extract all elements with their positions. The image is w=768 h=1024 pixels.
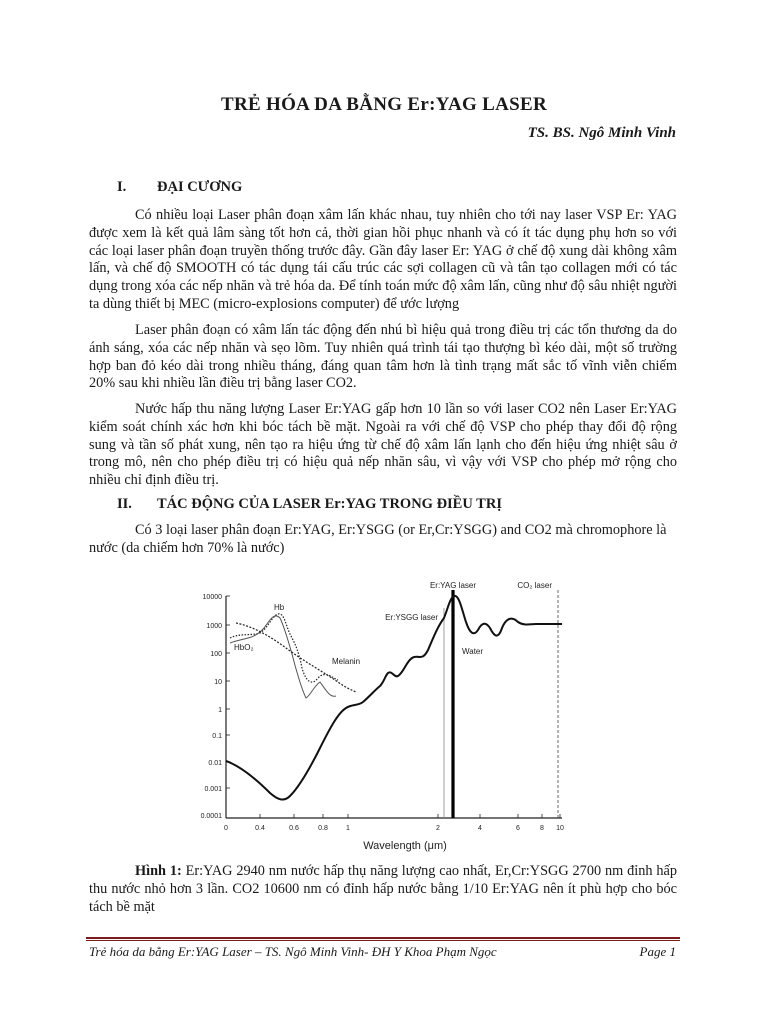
- x-tick-labels: [224, 825, 564, 832]
- caption-label: Hình 1:: [135, 863, 182, 879]
- section-title: TÁC ĐỘNG CỦA LASER Er:YAG TRONG ĐIỀU TRỊ: [157, 496, 502, 512]
- y-tick-label: 100: [210, 651, 222, 658]
- y-tick-label: 10000: [202, 594, 222, 601]
- x-tick-label: 10: [556, 825, 564, 832]
- paragraph: Có nhiều loại Laser phân đoạn xâm lấn khác nhau, tuy nhiên cho tới nay laser VSP Er: YAG được xem là kết quả lâm sàng tốt hơn cả, thời gian hồi phục nhanh và có ít tác dụng phụ hơn so với các loại laser phân đoạn truyền thống trước đây. Gần đây laser Er: YAG ở chế độ xung dài không xâm lấn, và chế độ SMOOTH có tác dụng tái cấu trúc các sợi collagen cũ và tân tạo collagen mới có tác dụng trong xóa các nếp nhăn và trẻ hóa da. Để tính toán mức độ xâm lấn, cũng như độ sâu nhiệt người ta dùng thiết bị MEC (micro-explosions computer) để ước lượng: [89, 207, 677, 312]
- section-heading-2: [117, 496, 502, 513]
- y-tick-label: 0.01: [208, 760, 222, 767]
- y-ticks: [226, 596, 230, 788]
- y-tick-label: 0.0001: [200, 813, 222, 820]
- y-tick-label: 1: [218, 707, 222, 714]
- eryag-label: Er:YAG laser: [429, 581, 477, 590]
- x-axis-label: Wavelength (μm): [363, 840, 447, 852]
- hb-curve: [230, 616, 336, 698]
- page-number: Page 1: [639, 944, 676, 959]
- hbo2-label: HbO₂: [234, 643, 254, 652]
- paragraph: Có 3 loại laser phân đoạn Er:YAG, Er:YSGG (or Er,Cr:YSGG) and CO2 mà chromophore là nước (da chiếm hơn 70% là nước): [89, 522, 667, 556]
- x-tick-label: 8: [540, 825, 544, 832]
- figure-caption: [89, 863, 677, 916]
- erysgg-label: Er:YSGG laser: [385, 613, 438, 622]
- x-tick-label: 4: [478, 825, 482, 832]
- absorption-chart: [180, 578, 575, 858]
- x-tick-label: 6: [516, 825, 520, 832]
- x-tick-label: 0.6: [289, 825, 299, 832]
- document-title: TRẺ HÓA DA BẰNG Er:YAG LASER: [220, 94, 547, 115]
- section-title: ĐẠI CƯƠNG: [157, 179, 243, 195]
- section-number: I.: [117, 179, 127, 195]
- y-tick-label: 0.1: [212, 733, 222, 740]
- y-tick-labels: [201, 594, 223, 820]
- footer-rule-thin: [86, 940, 680, 941]
- y-tick-label: 0.001: [204, 786, 222, 793]
- co2-label: CO₂ laser: [517, 581, 552, 590]
- x-tick-label: 1: [346, 825, 350, 832]
- section-number: II.: [117, 496, 132, 512]
- caption-text: Er:YAG 2940 nm nước hấp thụ năng lượng cao nhất, Er,Cr:YSGG 2700 nm đỉnh hấp thu nước nhỏ hơn 3 lần. CO2 10600 nm có đỉnh hấp nước bằng 1/10 Er:YAG nên ít phù hợp cho bóc tách bề mặt: [89, 863, 677, 915]
- y-tick-label: 10: [214, 679, 222, 686]
- section-heading-1: [117, 179, 242, 196]
- footer-left-text: Trẻ hóa da bằng Er:YAG Laser – TS. Ngô Minh Vinh- ĐH Y Khoa Phạm Ngọc: [89, 944, 497, 959]
- x-tick-label: 0.8: [318, 825, 328, 832]
- water-curve: [226, 596, 562, 800]
- water-label: Water: [462, 647, 484, 656]
- x-tick-label: 0: [224, 825, 228, 832]
- paragraph: Laser phân đoạn có xâm lấn tác động đến nhú bì hiệu quả trong điều trị các tổn thương da do ánh sáng, xóa các nếp nhăn và sẹo lõm. Tuy nhiên quá trình tái tạo thượng bì kéo dài, một số trường hợp ban đỏ kéo dài trong nhiều tháng, đáng quan tâm hơn là tình trạng mất sắc tố vĩnh viễn chiếm 20% sau khi nhiều lần điều trị bằng laser CO2.: [89, 322, 677, 392]
- melanin-label: Melanin: [332, 657, 361, 666]
- document-author: TS. BS. Ngô Minh Vinh: [527, 125, 676, 141]
- hb-label: Hb: [274, 603, 285, 612]
- x-tick-label: 2: [436, 825, 440, 832]
- paragraph: Nước hấp thu năng lượng Laser Er:YAG gấp hơn 10 lần so với laser CO2 nên Laser Er:YAG kiểm soát chính xác hơn khi bóc tách bề mặt. Ngoài ra với chế độ VSP cho phép thay đổi độ rộng sung và tần số phát xung, nên tạo ra hiệu ứng từ chế độ xâm lấn lạnh cho đến hiệu ứng nhiệt sâu ở trong mô, nên cho phép điều trị có hiệu quả nếp nhăn sâu, vì vậy với VSP cho phép mở rộng cho nhiều chỉ định điều trị.: [89, 401, 677, 489]
- x-tick-label: 0.4: [255, 825, 265, 832]
- absorption-spectrum-figure: [180, 578, 575, 858]
- y-tick-label: 1000: [206, 623, 222, 630]
- footer-rule: [86, 937, 680, 939]
